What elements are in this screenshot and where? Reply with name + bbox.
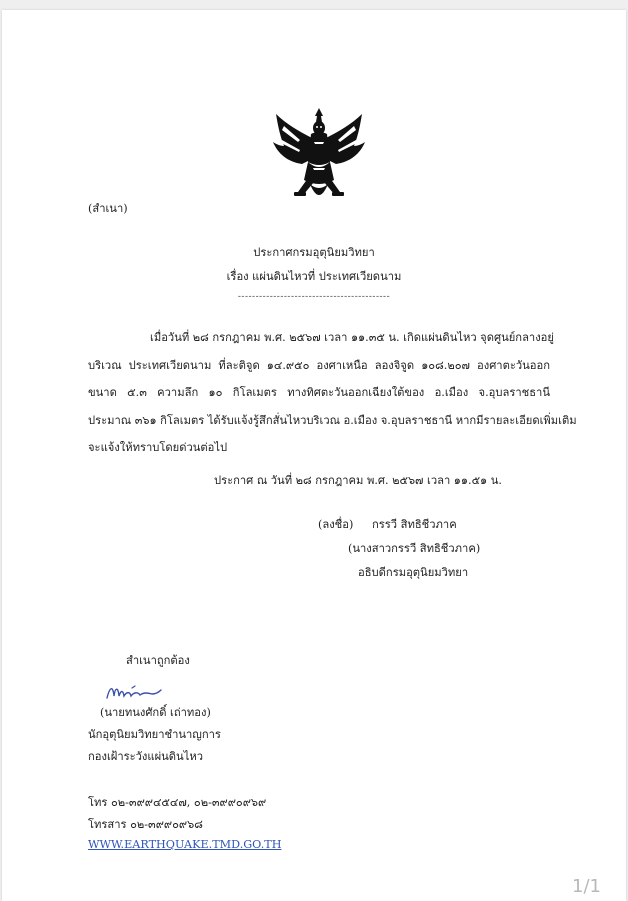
document-org-title: ประกาศกรมอุตุนิยมวิทยา <box>253 246 375 259</box>
copy-mark: (สำเนา) <box>88 202 128 215</box>
body-line: เมื่อวันที่ ๒๘ กรกฎาคม พ.ศ. ๒๕๖๗ เวลา ๑๑.๓๕ น. เกิดแผ่นดินไหว จุดศูนย์กลางอยู่ <box>150 331 554 344</box>
signer-full-name: (นางสาวกรรวี สิทธิชีวภาค) <box>348 542 481 555</box>
contact-phone: โทร ๐๒-๓๙๙๔๕๔๗, ๐๒-๓๙๙๐๙๖๙ <box>88 796 267 809</box>
garuda-emblem-icon <box>270 106 368 208</box>
certifier-division: กองเฝ้าระวังแผ่นดินไหว <box>88 750 203 763</box>
document-page <box>2 10 626 901</box>
certifier-name: (นายทนงศักดิ์ เถ่าทอง) <box>100 706 211 719</box>
signed-name: กรรวี สิทธิชีวภาค <box>372 518 457 531</box>
body-line: จะแจ้งให้ทราบโดยด่วนต่อไป <box>88 441 228 454</box>
contact-fax: โทรสาร ๐๒-๓๙๙๐๙๖๘ <box>88 818 203 831</box>
signer-title: อธิบดีกรมอุตุนิยมวิทยา <box>358 566 469 579</box>
body-line: บริเวณ ประเทศเวียดนาม ที่ละติจูด ๑๔.๙๕๐ องศาเหนือ ลองจิจูด ๑๐๘.๒๐๗ องศาตะวันออก <box>88 358 550 372</box>
document-subject: เรื่อง แผ่นดินไหวที่ ประเทศเวียดนาม <box>226 270 402 283</box>
certified-label: สำเนาถูกต้อง <box>126 654 190 667</box>
signed-label: (ลงชื่อ) <box>318 518 354 531</box>
announce-date: ประกาศ ณ วันที่ ๒๘ กรกฎาคม พ.ศ. ๒๕๖๗ เวลา ๑๑.๕๑ น. <box>214 474 502 487</box>
body-line: ขนาด ๕.๓ ความลึก ๑๐ กิโลเมตร ทางทิศตะวันออกเฉียงใต้ของ อ.เมือง จ.อุบลราชธานี <box>88 386 550 399</box>
body-paragraph <box>88 324 577 462</box>
body-line: ประมาณ ๓๖๑ กิโลเมตร ได้รับแจ้งรู้สึกสั่นไหวบริเวณ อ.เมือง จ.อุบลราชธานี หากมีรายละเอียดเพิ่มเติม <box>88 413 577 427</box>
website-link[interactable]: WWW.EARTHQUAKE.TMD.GO.TH <box>88 838 282 851</box>
separator-line: ------------------------------------------- <box>237 292 391 302</box>
page-indicator: 1/1 <box>572 876 601 897</box>
handwritten-signature-icon <box>104 682 164 704</box>
certifier-position: นักอุตุนิยมวิทยาชำนาญการ <box>88 728 221 741</box>
